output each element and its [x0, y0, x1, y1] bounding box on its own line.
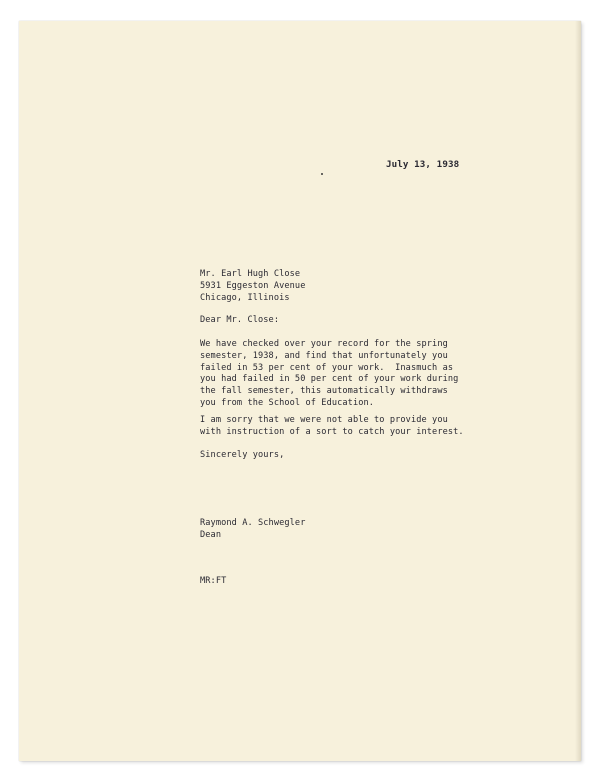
- paragraph-line: We have checked over your record for the spring: [200, 339, 448, 349]
- body-paragraph-1: [200, 339, 458, 410]
- complimentary-close: Sincerely yours,: [200, 450, 285, 460]
- reference-initials: MR:FT: [200, 576, 227, 586]
- paragraph-line: with instruction of a sort to catch your interest.: [200, 426, 464, 437]
- signer-name: Raymond A. Schwegler: [200, 518, 306, 528]
- paragraph-line: failed in 53 per cent of your work. Inasmuch as: [200, 362, 454, 373]
- paragraph-line: semester, 1938, and find that unfortunately you: [200, 350, 448, 361]
- body-paragraph-2: [200, 415, 464, 439]
- recipient-street: 5931 Eggeston Avenue: [200, 280, 306, 291]
- letter-date: July 13, 1938: [386, 159, 460, 170]
- signer-title: Dean: [200, 529, 222, 540]
- recipient-name: Mr. Earl Hugh Close: [200, 269, 301, 279]
- salutation: Dear Mr. Close:: [200, 315, 280, 325]
- recipient-city: Chicago, Illinois: [200, 292, 290, 303]
- paragraph-line: the fall semester, this automatically withdraws: [200, 386, 448, 397]
- ink-speck: [321, 173, 323, 175]
- recipient-address: [200, 269, 305, 304]
- paragraph-line: you from the School of Education.: [200, 397, 375, 408]
- letter-page: [19, 21, 581, 761]
- signature-block: [200, 518, 305, 542]
- paragraph-line: you had failed in 50 per cent of your work during: [200, 374, 459, 385]
- paragraph-line: I am sorry that we were not able to provide you: [200, 415, 448, 425]
